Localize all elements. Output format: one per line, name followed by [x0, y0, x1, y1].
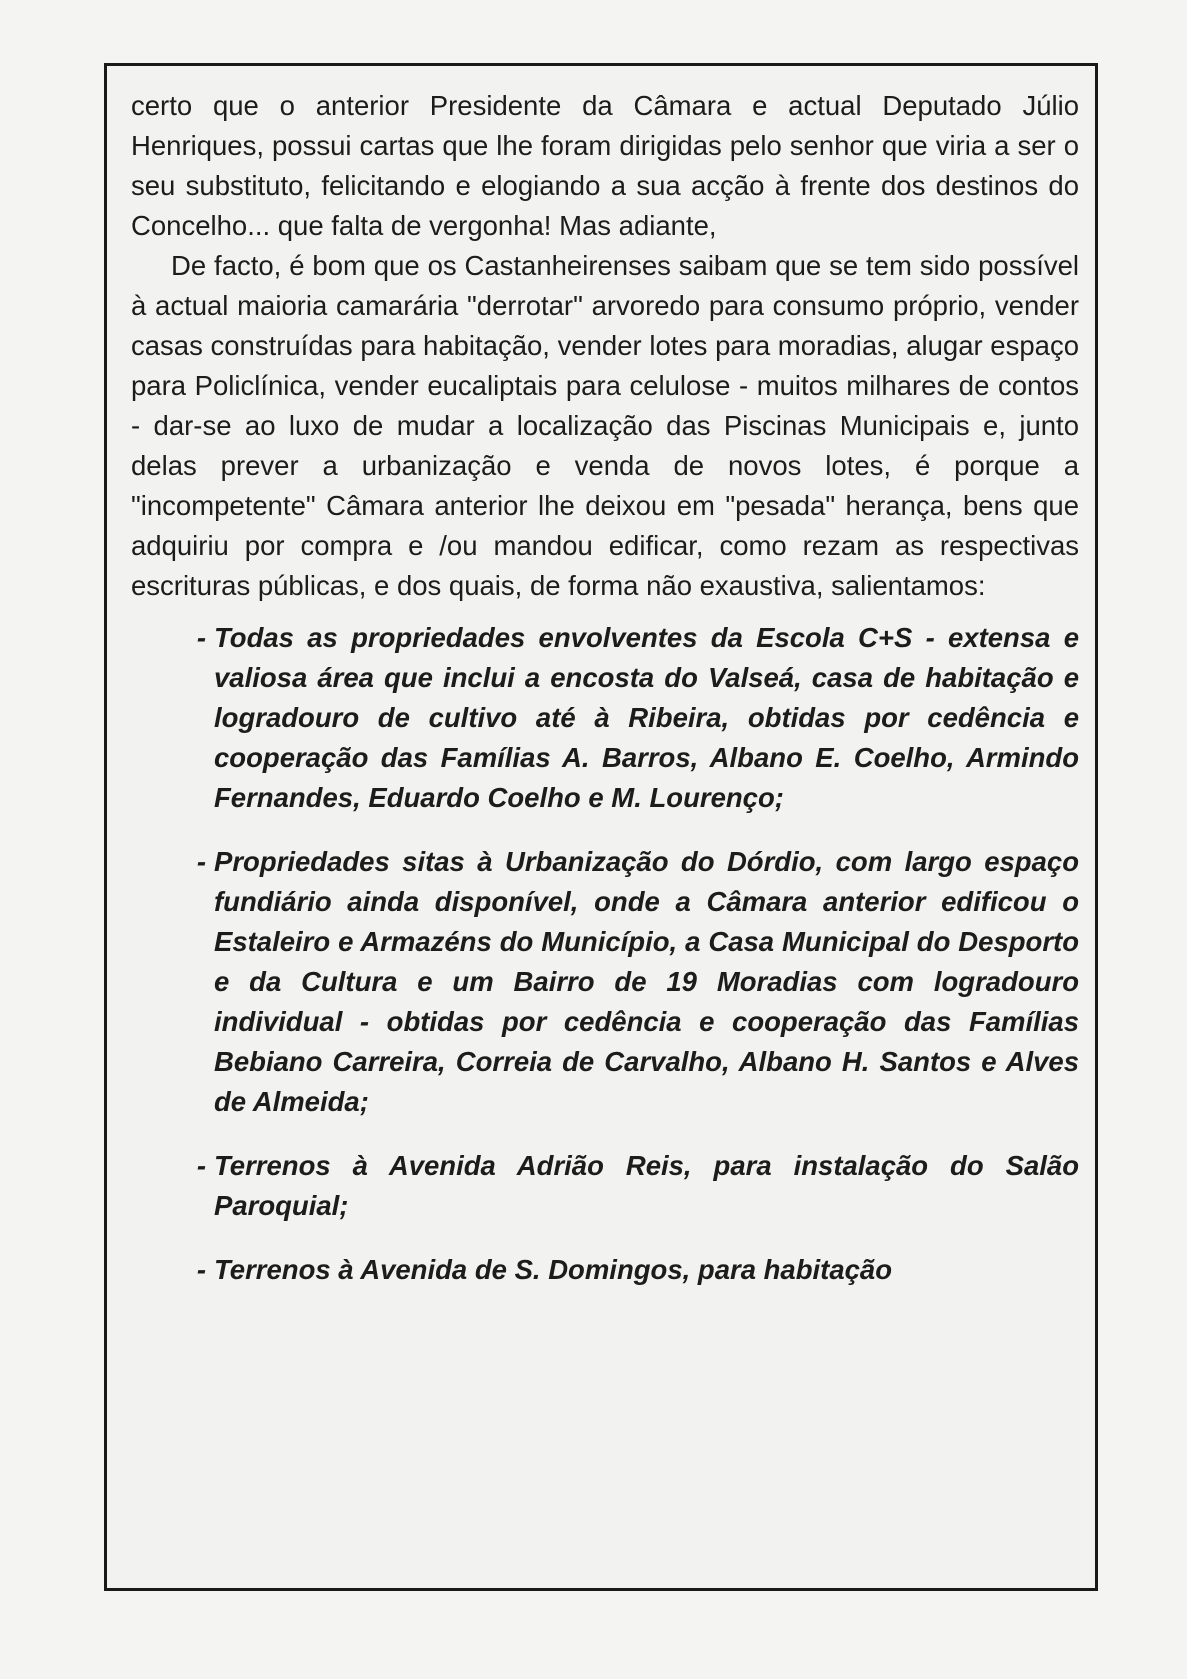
text-frame — [104, 63, 1098, 1591]
bullet-dash: - — [196, 622, 206, 653]
bullet-dash: - — [196, 1254, 206, 1285]
article-body — [131, 86, 1079, 1290]
list-item — [131, 842, 1079, 1122]
list-item — [131, 1146, 1079, 1226]
bullet-text: Terrenos à Avenida de S. Domingos, para habitação — [214, 1254, 893, 1285]
list-item — [131, 618, 1079, 818]
bullet-text: Propriedades sitas à Urbanização do Dórdio, com largo espaço fundiário ainda disponível, onde a Câmara anterior edificou o Estaleiro e Armazéns do Município, a Casa Municipal do Desporto e da Cultura e um Bairro de 19 Moradias com logradouro individual - obtidas por cedência e cooperação das Famílias Bebiano Carreira, Correia de Carvalho, Albano H. Santos e Alves de Almeida; — [214, 846, 1079, 1117]
bullet-text: Todas as propriedades envolventes da Escola C+S - extensa e valiosa área que inclui a encosta do Valseá, casa de habitação e logradouro de cultivo até à Ribeira, obtidas por cedência e cooperação das Famílias A. Barros, Albano E. Coelho, Armindo Fernandes, Eduardo Coelho e M. Lourenço; — [214, 622, 1079, 813]
paragraph-2: De facto, é bom que os Castanheirenses saibam que se tem sido possível à actual maioria camarária "derrotar" arvoredo para consumo próprio, vender casas construídas para habitação, vender lotes para moradias, alugar espaço para Policlínica, vender eucaliptais para celulose - muitos milhares de contos - dar-se ao luxo de mudar a localização das Piscinas Municipais e, junto delas prever a urbanização e venda de novos lotes, é porque a "incompetente" Câmara anterior lhe deixou em "pesada" herança, bens que adquiriu por compra e /ou mandou edificar, como rezam as respectivas escrituras públicas, e dos quais, de forma não exaustiva, salientamos: — [131, 250, 1079, 601]
bullet-text: Terrenos à Avenida Adrião Reis, para instalação do Salão Paroquial; — [214, 1150, 1079, 1221]
bullet-list — [131, 618, 1079, 1290]
paragraph-1: certo que o anterior Presidente da Câmara e actual Deputado Júlio Henriques, possui cartas que lhe foram dirigidas pelo senhor que viria a ser o seu substituto, felicitando e elogiando a sua acção à frente dos destinos do Concelho... que falta de vergonha! Mas adiante, — [131, 90, 1079, 241]
list-item — [131, 1250, 1079, 1290]
bullet-dash: - — [196, 1150, 206, 1181]
bullet-dash: - — [196, 846, 206, 877]
